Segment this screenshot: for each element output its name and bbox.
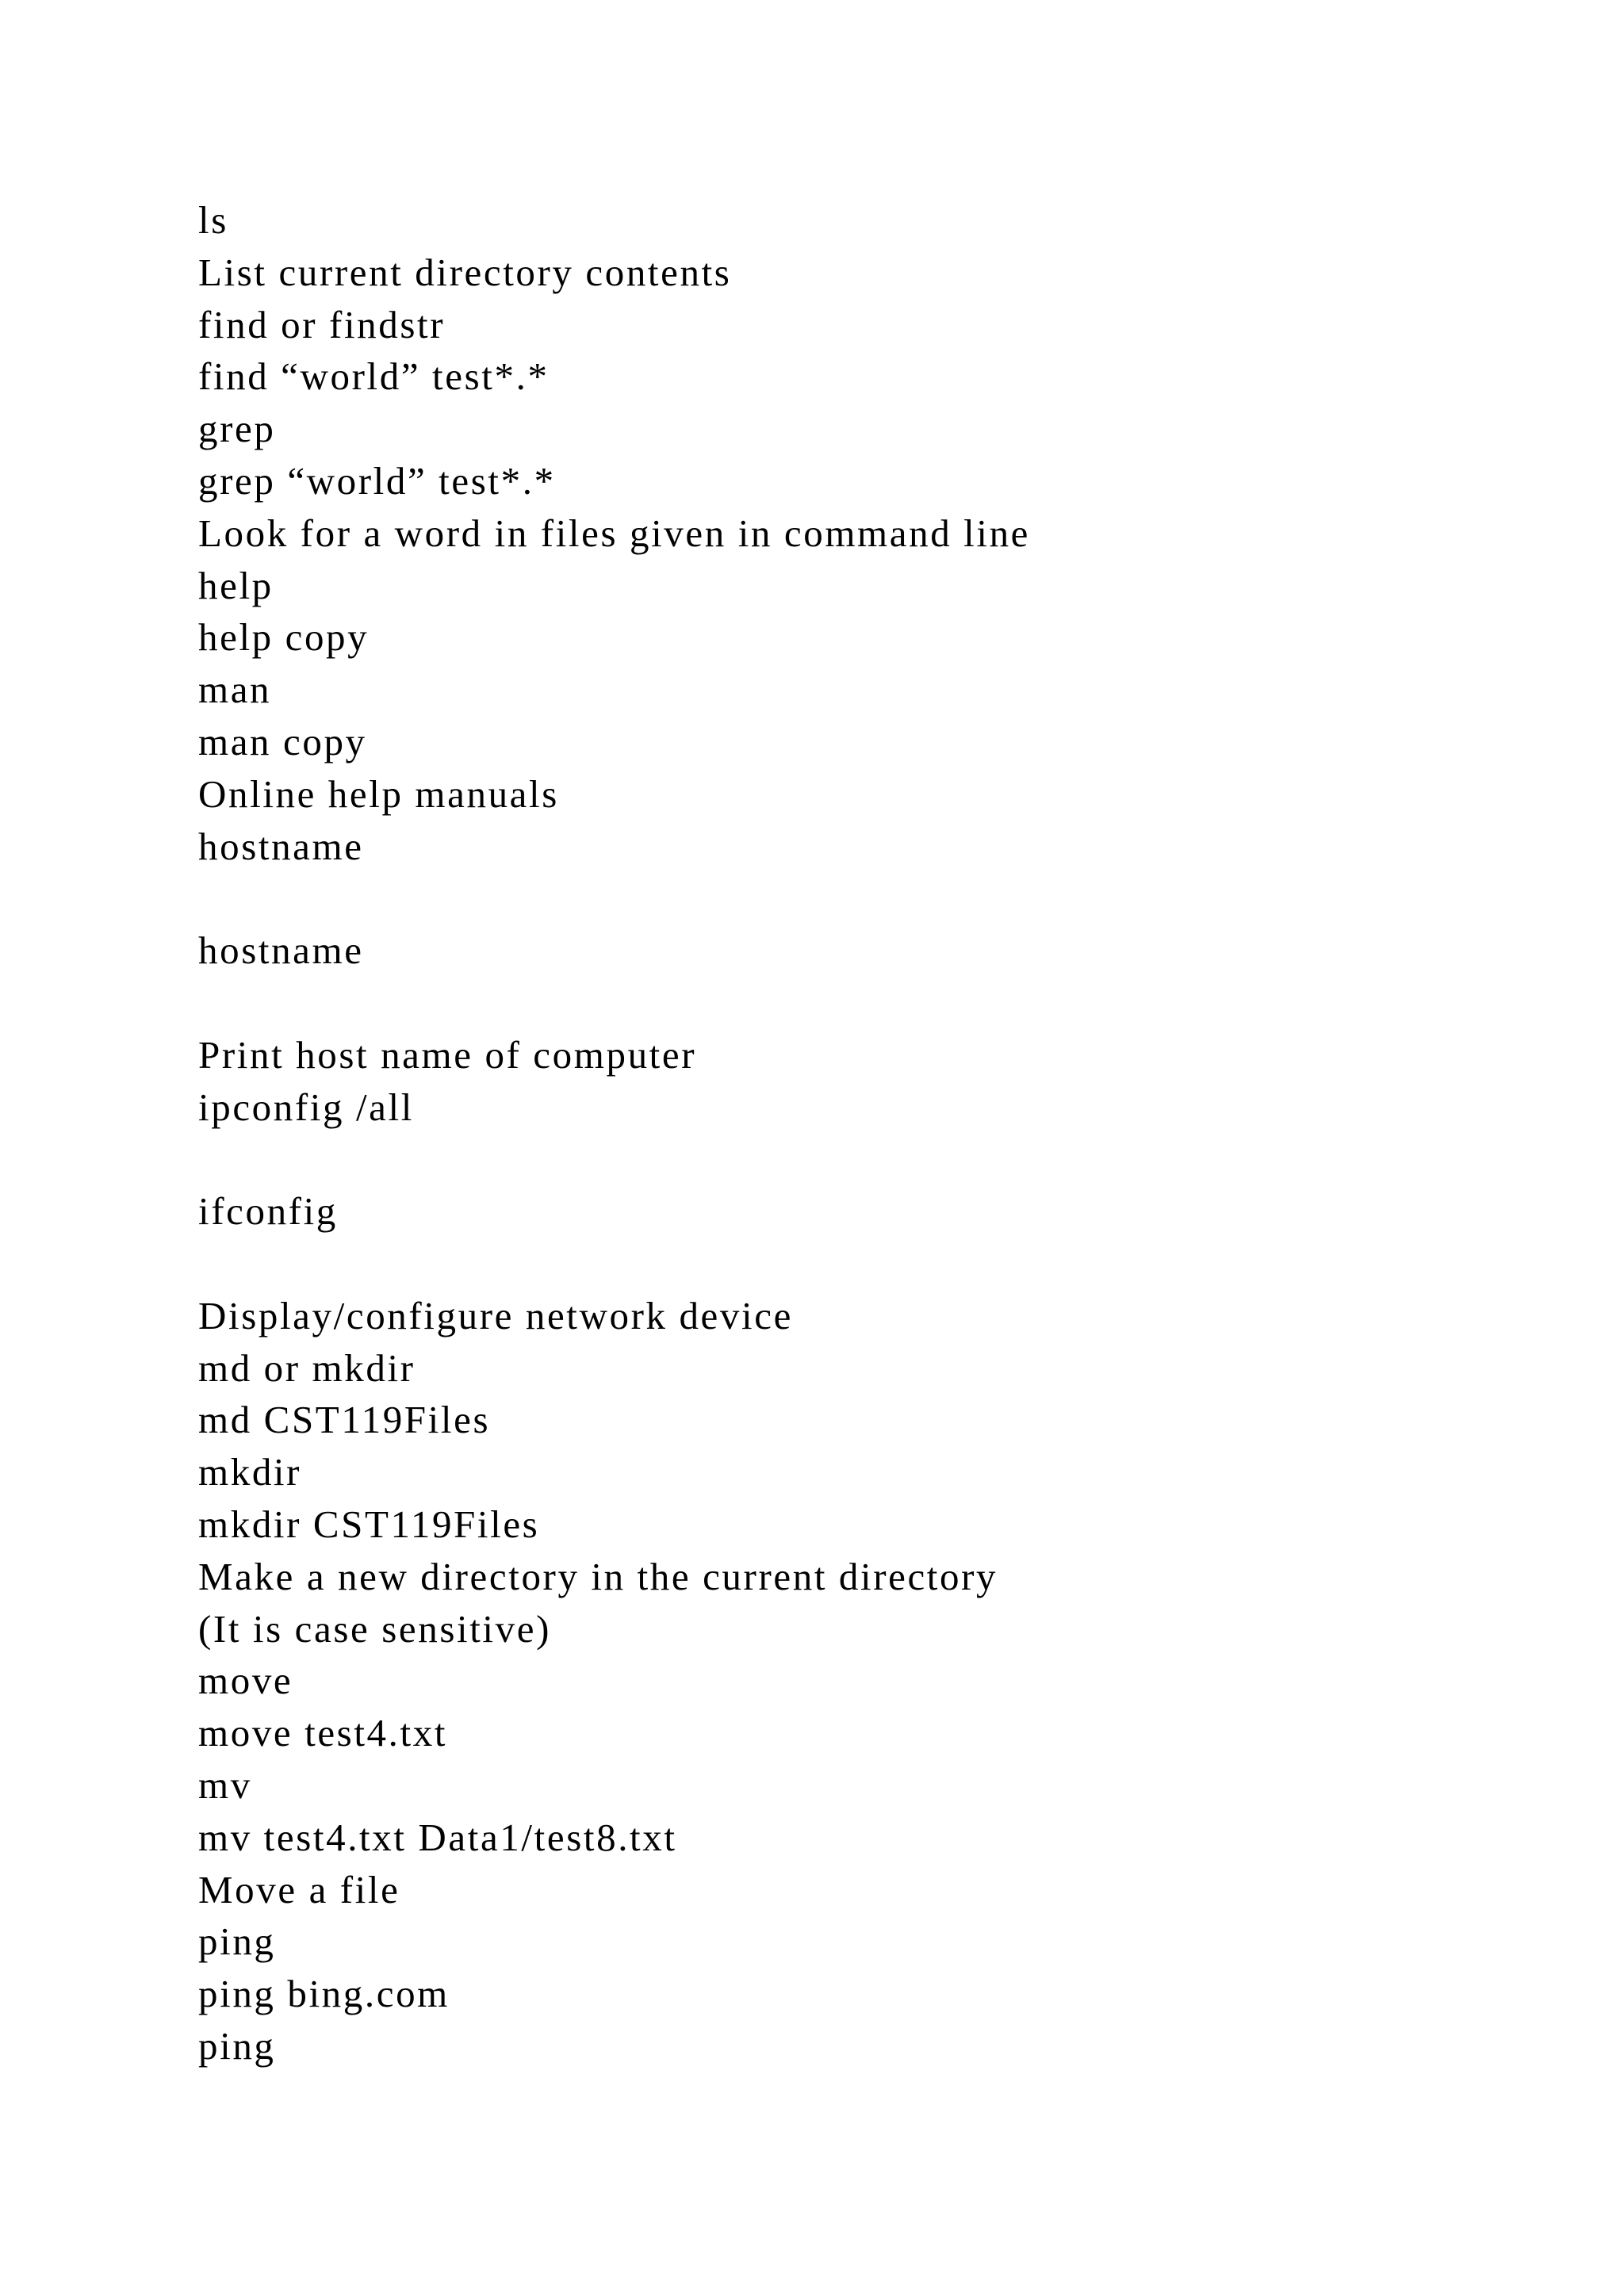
text-line: mv: [198, 1762, 252, 1807]
blank-line: [198, 872, 1030, 924]
text-line: Move a file: [198, 1867, 400, 1911]
document-text: [198, 194, 1030, 2072]
text-line: Online help manuals: [198, 771, 559, 816]
text-line: move test4.txt: [198, 1711, 448, 1755]
text-line: grep: [198, 407, 276, 451]
text-line: help copy: [198, 615, 370, 660]
text-line: ping bing.com: [198, 1972, 450, 2016]
text-line: ipconfig /all: [198, 1085, 414, 1129]
text-line: ping: [198, 2023, 276, 2068]
text-line: find or findstr: [198, 302, 446, 346]
text-line: Look for a word in files given in command line: [198, 511, 1031, 555]
text-line: ls: [198, 198, 228, 242]
text-line: List current directory contents: [198, 250, 732, 294]
text-line: mv test4.txt Data1/test8.txt: [198, 1815, 677, 1859]
blank-line: [198, 1238, 1030, 1290]
text-line: md or mkdir: [198, 1345, 416, 1390]
text-line: grep “world” test*.*: [198, 458, 556, 503]
text-line: ifconfig: [198, 1189, 338, 1234]
blank-line: [198, 977, 1030, 1029]
text-line: Print host name of computer: [198, 1032, 697, 1077]
text-line: hostname: [198, 824, 364, 868]
text-line: man: [198, 668, 272, 712]
text-line: Make a new directory in the current directory: [198, 1554, 998, 1598]
text-line: find “world” test*.*: [198, 354, 550, 399]
text-line: man copy: [198, 719, 367, 763]
text-line: (It is case sensitive): [198, 1606, 551, 1651]
text-line: hostname: [198, 928, 364, 973]
blank-line: [198, 1133, 1030, 1185]
text-line: mkdir: [198, 1450, 302, 1494]
text-line: mkdir CST119Files: [198, 1502, 540, 1546]
text-line: ping: [198, 1919, 276, 1964]
text-line: move: [198, 1659, 293, 1703]
text-line: md CST119Files: [198, 1398, 491, 1442]
text-line: Display/configure network device: [198, 1293, 793, 1337]
text-line: help: [198, 563, 274, 607]
